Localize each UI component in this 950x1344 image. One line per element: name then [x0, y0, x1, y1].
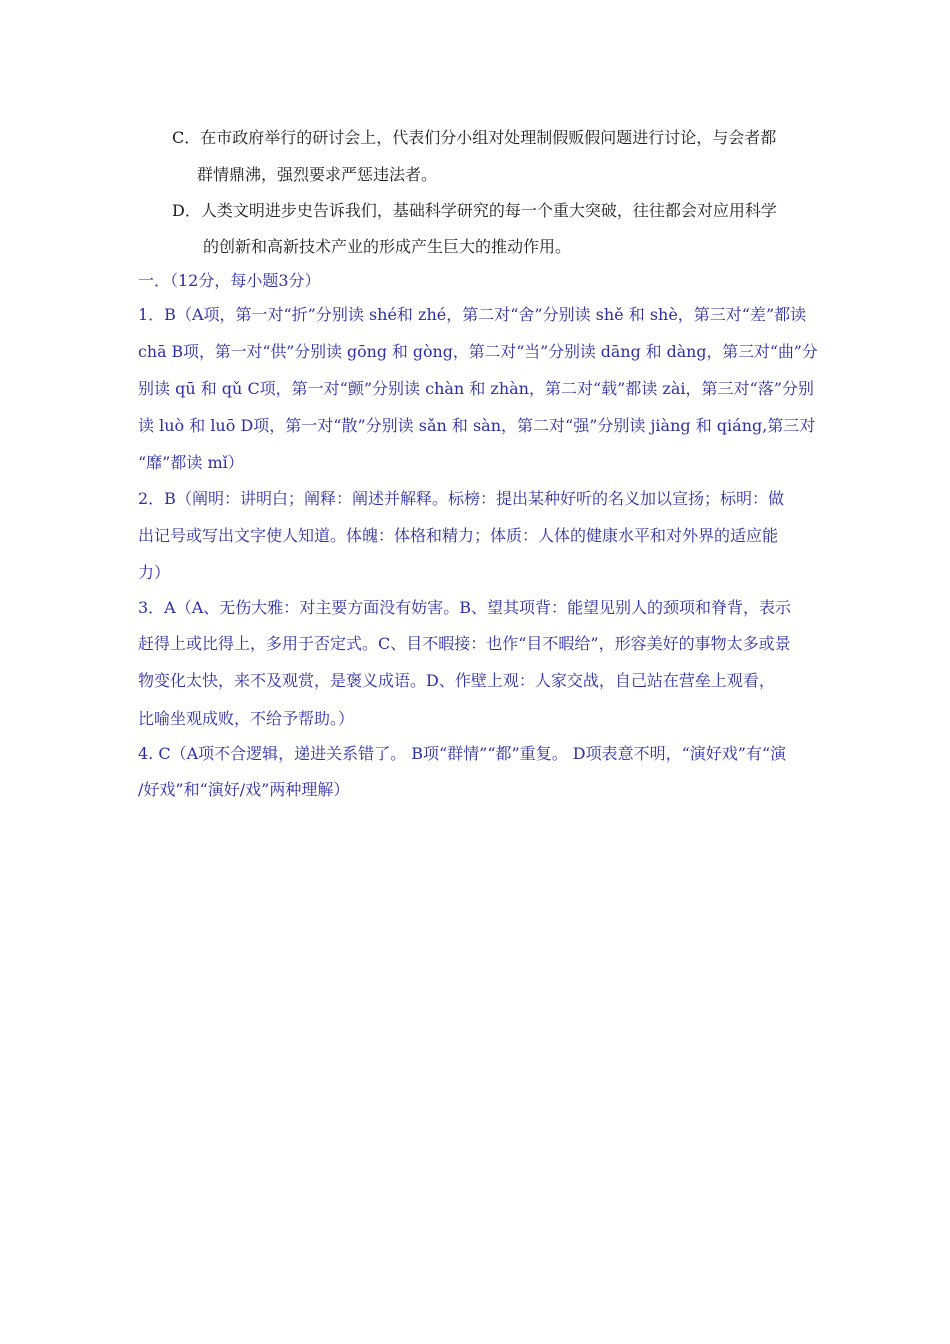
answer-3-line-3: 物变化太快，来不及观赏，是褒义成语。D、作壁上观：人家交战，自己站在营垒上观看，: [138, 671, 775, 690]
answer-2-line-2: 出记号或写出文字使人知道。体魄：体格和精力；体质：人体的健康水平和对外界的适应能: [138, 526, 779, 545]
answer-1-line-1: 1．B（A项，第一对“折”分别读 shé和 zhé，第二对“舍”分别读 shě 和 shè，第三对“差”都读: [138, 305, 807, 324]
answer-2-line-1: 2．B（阐明：讲明白；阐释：阐述并解释。标榜：提出某种好听的名义加以宣扬；标明：做: [138, 489, 784, 508]
answer-1-line-5: “靡”都读 mǐ）: [138, 453, 244, 472]
answer-1-line-3: 别读 qū 和 qǔ C项，第一对“颤”分别读 chàn 和 zhàn，第二对“载”都读 zài，第三对“落”分别: [138, 379, 814, 398]
option-d-line-2: 的创新和高新技术产业的形成产生巨大的推动作用。: [203, 237, 572, 256]
answer-section-heading: 一．（12分，每小题3分）: [138, 271, 321, 290]
option-d-line-1: D．人类文明进步史告诉我们，基础科学研究的每一个重大突破，往往都会对应用科学: [172, 201, 777, 220]
answer-4-line-1: 4. C（A项不合逻辑，递进关系错了。 B项“群情”“都”重复。 D项表意不明，“演好戏”有“演: [138, 744, 787, 763]
option-c-line-1: C．在市政府举行的研讨会上，代表们分小组对处理制假贩假问题进行讨论，与会者都: [172, 128, 777, 147]
answer-3-line-4: 比喻坐观成败，不给予帮助。）: [138, 709, 355, 728]
option-c-line-2: 群情鼎沸，强烈要求严惩违法者。: [197, 165, 438, 184]
answer-1-line-2: chā B项，第一对“供”分别读 gōng 和 gòng，第二对“当”分别读 dāng 和 dàng，第三对“曲”分: [138, 342, 818, 361]
answer-2-line-3: 力）: [138, 563, 171, 582]
answer-1-line-4: 读 luò 和 luō D项，第一对“散”分别读 sǎn 和 sàn，第二对“强”分别读 jiàng 和 qiáng,第三对: [138, 416, 816, 435]
answer-4-line-2: /好戏”和“演好/戏”两种理解）: [138, 780, 350, 799]
answer-3-line-2: 赶得上或比得上，多用于否定式。C、目不暇接：也作“目不暇给”，形容美好的事物太多或景: [138, 634, 791, 653]
answer-3-line-1: 3．A（A、无伤大雅：对主要方面没有妨害。B、望其项背：能望见别人的颈项和脊背，表示: [138, 598, 792, 617]
